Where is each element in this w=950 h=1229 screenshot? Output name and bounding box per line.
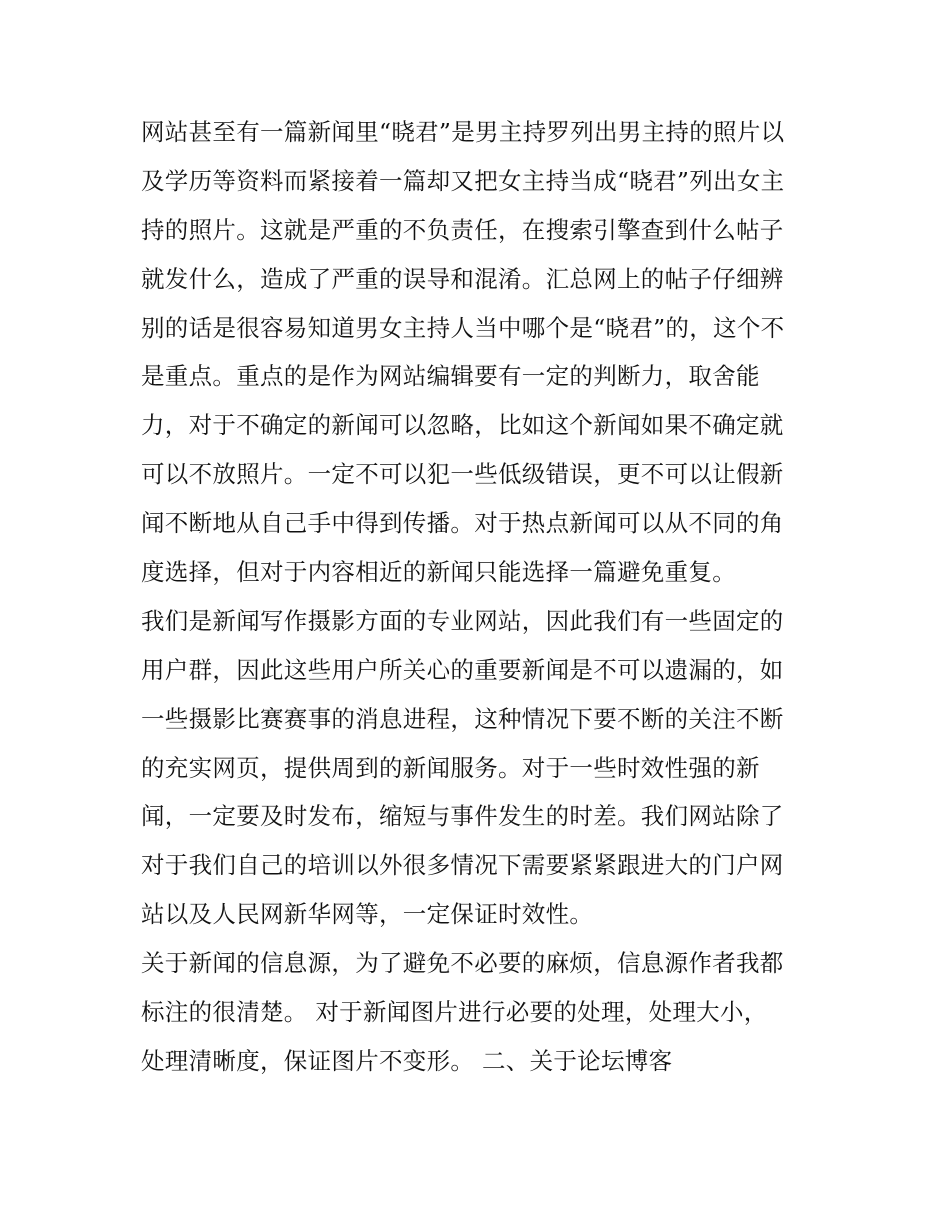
text-line: 一些摄影比赛赛事的消息进程，这种情况下要不断的关注不断 — [141, 704, 784, 733]
text-line: 标注的很清楚。 对于新闻图片进行必要的处理，处理大小， — [141, 998, 768, 1027]
text-line: 度选择，但对于内容相近的新闻只能选择一篇避免重复。 — [141, 558, 736, 587]
text-line: 处理清晰度，保证图片不变形。 二、关于论坛博客 — [141, 1046, 673, 1075]
text-line: 站以及人民网新华网等，一定保证时效性。 — [141, 900, 594, 929]
text-line: 关于新闻的信息源，为了避免不必要的麻烦，信息源作者我都 — [141, 949, 784, 978]
text-line: 的充实网页，提供周到的新闻服务。对于一些时效性强的新 — [141, 753, 760, 782]
text-line: 我们是新闻写作摄影方面的专业网站，因此我们有一些固定的 — [141, 606, 784, 635]
text-line: 力，对于不确定的新闻可以忽略，比如这个新闻如果不确定就 — [141, 411, 784, 440]
text-line: 可以不放照片。一定不可以犯一些低级错误，更不可以让假新 — [141, 460, 784, 489]
text-line: 闻不断地从自己手中得到传播。对于热点新闻可以从不同的角 — [141, 509, 784, 538]
text-line: 及学历等资料而紧接着一篇却又把女主持当成“晓君”列出女主 — [141, 166, 785, 195]
text-line: 对于我们自己的培训以外很多情况下需要紧紧跟进大的门户网 — [141, 851, 784, 880]
text-line: 别的话是很容易知道男女主持人当中哪个是“晓君”的，这个不 — [141, 313, 785, 342]
text-line: 持的照片。这就是严重的不负责任，在搜索引擎查到什么帖子 — [141, 215, 784, 244]
text-line: 网站甚至有一篇新闻里“晓君”是男主持罗列出男主持的照片以 — [141, 118, 785, 146]
text-line: 闻，一定要及时发布，缩短与事件发生的时差。我们网站除了 — [141, 802, 784, 831]
body-text — [141, 108, 821, 1086]
text-line: 就发什么，造成了严重的误导和混淆。汇总网上的帖子仔细辨 — [141, 264, 784, 293]
text-line: 用户群，因此这些用户所关心的重要新闻是不可以遗漏的，如 — [141, 655, 784, 684]
text-line: 是重点。重点的是作为网站编辑要有一定的判断力，取舍能 — [141, 362, 760, 391]
